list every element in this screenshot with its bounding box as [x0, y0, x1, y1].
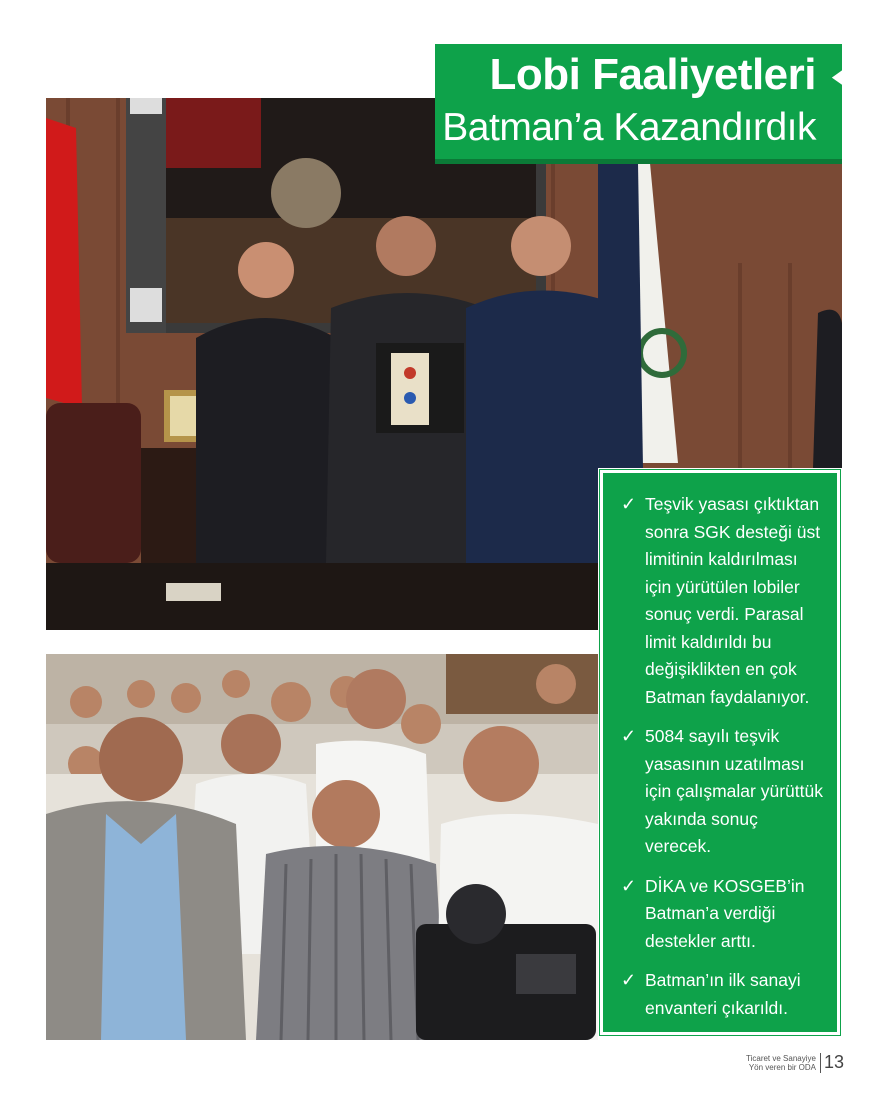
footer-slogan-line: Ticaret ve Sanayiye: [746, 1053, 816, 1063]
check-icon: ✓: [621, 970, 637, 990]
page-number: 13: [823, 1052, 844, 1072]
check-icon: ✓: [621, 726, 637, 746]
check-icon: ✓: [621, 494, 637, 514]
photo-crowd-meeting: [46, 654, 598, 1040]
check-icon: ✓: [621, 875, 637, 896]
info-item: [621, 491, 823, 711]
page-subtitle: Batman’a Kazandırdık: [442, 106, 816, 149]
photo-award-ceremony: [46, 98, 598, 630]
info-list: [621, 491, 823, 1022]
info-item-text: Teşvik yasası çıktıktan sonra SGK desteği üst limitinin kaldırılması için yürütülen lobiler sonuç verdi. Parasal limit kaldırıldı bu değişiklikten en çok Batman faydalanıyor.: [645, 494, 821, 707]
info-item: [621, 967, 823, 1022]
title-banner-rule: [435, 159, 842, 164]
footer-slogan-line: Yön veren bir ODA: [748, 1062, 816, 1072]
info-item-text: Batman’ın ilk sanayi envanteri çıkarıldı.: [645, 970, 801, 1018]
footer-slogan: [746, 1054, 816, 1072]
page-footer: [746, 1052, 844, 1073]
info-item: [621, 873, 823, 956]
page-title: Lobi Faaliyetleri: [489, 50, 816, 99]
info-item-text: DİKA ve KOSGEB’in Batman’a verdiği destekler arttı.: [645, 875, 805, 951]
info-box: [600, 470, 840, 1035]
title-banner: [435, 44, 842, 164]
photo-award-ceremony-right: [598, 163, 842, 468]
info-item-text: 5084 sayılı teşvik yasasının uzatılması için çalışmalar yürüttük yakında sonuç verecek.: [645, 726, 823, 856]
info-item: [621, 723, 823, 861]
footer-separator: [820, 1053, 821, 1073]
